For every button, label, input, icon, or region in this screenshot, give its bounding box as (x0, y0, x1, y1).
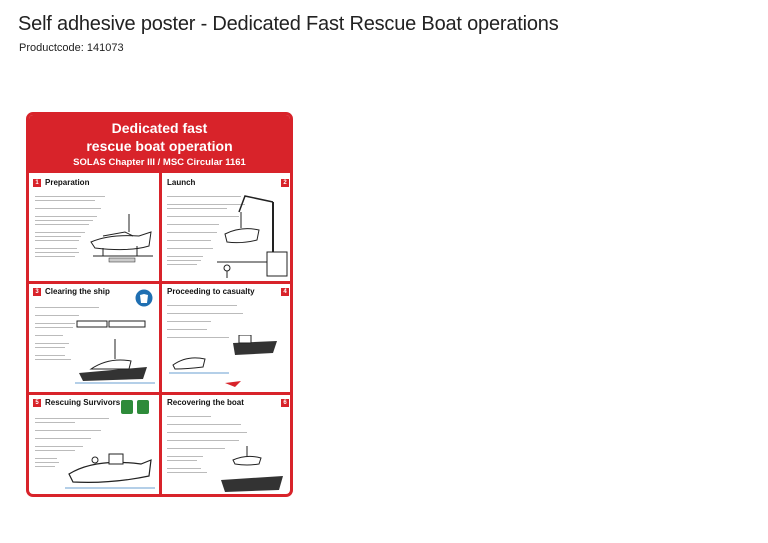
poster-image[interactable] (26, 112, 293, 497)
wear-lifejacket-icon (135, 289, 153, 307)
davit-crane-icon (217, 192, 289, 278)
poster-panel-preparation (31, 176, 158, 280)
boat-approaching-ship-icon (169, 335, 287, 389)
poster-header-line1: Dedicated fast (111, 120, 208, 136)
poster-divider-horizontal (29, 281, 290, 284)
emergency-exit-icon (137, 400, 149, 414)
panel-number: 5 (33, 399, 41, 407)
product-code: Productcode: 141073 (19, 42, 124, 54)
poster-divider-horizontal (29, 392, 290, 395)
panel-title: Recovering the boat (167, 398, 244, 407)
panel-number: 2 (281, 179, 289, 187)
poster-panel-rescuing-survivors (31, 396, 158, 497)
panel-title: Preparation (45, 178, 90, 187)
panel-title: Clearing the ship (45, 287, 110, 296)
survivor-recovery-boat-icon (65, 434, 155, 496)
ship-and-boat-icon (75, 317, 155, 385)
panel-number: 6 (281, 399, 289, 407)
poster-panel-proceeding-to-casualty (163, 285, 290, 389)
poster-header (29, 115, 290, 173)
panel-number: 4 (281, 288, 289, 296)
poster-header-line3: SOLAS Chapter III / MSC Circular 1161 (73, 157, 246, 168)
rescue-boat-on-cradle-icon (89, 212, 157, 272)
boat-hoisted-to-ship-icon (217, 446, 287, 497)
panel-number: 3 (33, 288, 41, 296)
page-title: Self adhesive poster - Dedicated Fast Rescue Boat operations (18, 13, 559, 35)
panel-title: Rescuing Survivors (45, 398, 121, 407)
poster-panel-clearing-the-ship (31, 285, 158, 389)
poster-panel-launch (163, 176, 290, 280)
panel-title: Launch (167, 178, 196, 187)
poster-panel-recovering-the-boat (163, 396, 290, 497)
first-aid-icon (121, 400, 133, 414)
poster-header-line2: rescue boat operation (86, 138, 233, 154)
poster-divider-vertical (159, 173, 162, 497)
panel-title: Proceeding to casualty (167, 287, 255, 296)
panel-number: 1 (33, 179, 41, 187)
